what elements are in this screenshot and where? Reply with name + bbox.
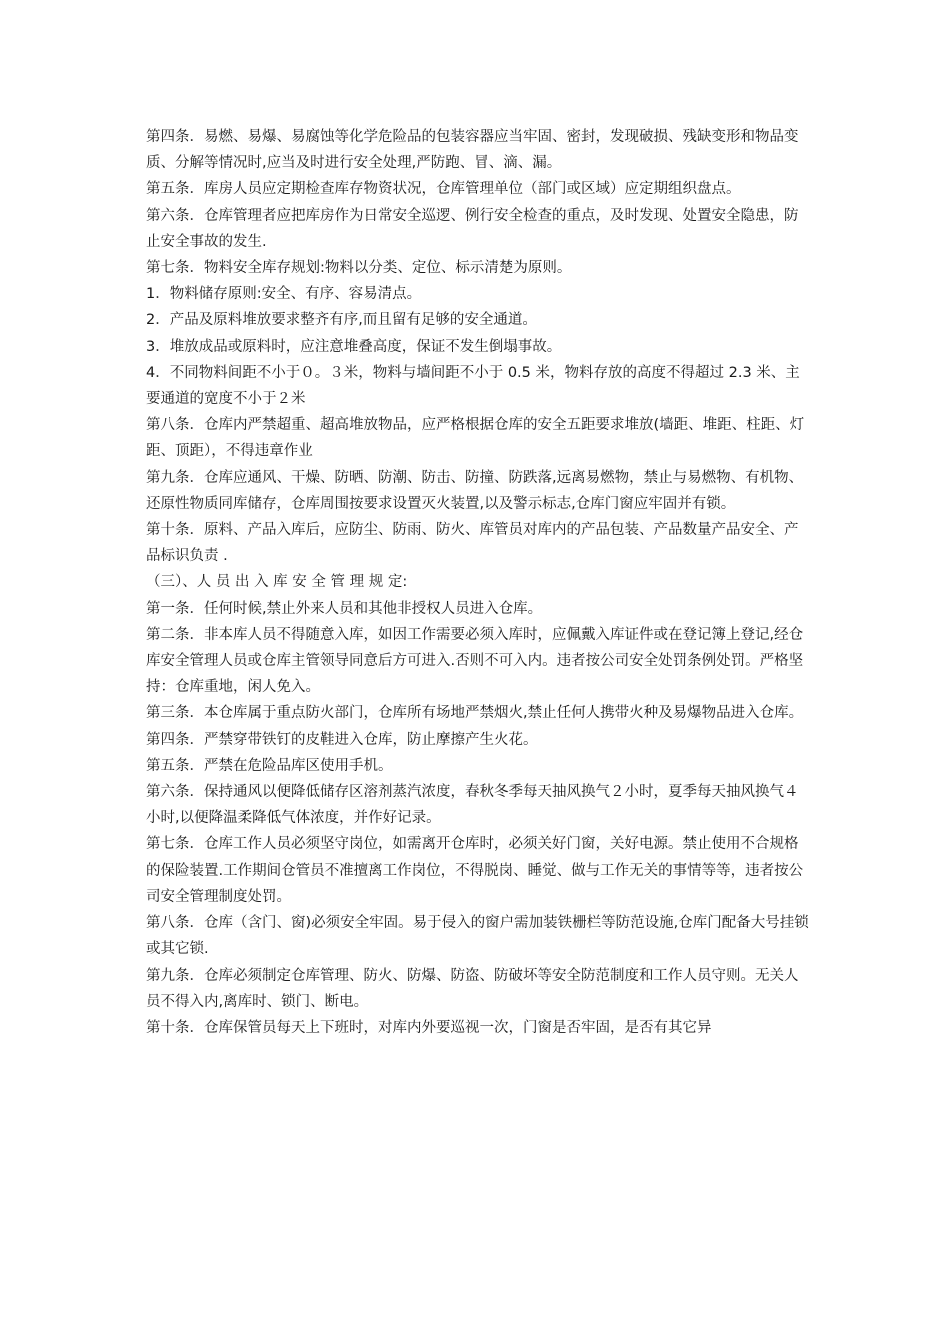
personnel-article-6: 第六条．保持通风以便降低储存区溶剂蒸汽浓度，春秋冬季每天抽风换气２小时，夏季每天抽风换气４小时,以便降温柔降低气体浓度，并作好记录。 bbox=[146, 784, 799, 827]
article-8-overload: 第八条．仓库内严禁超重、超高堆放物品，应严格根据仓库的安全五距要求堆放(墙距、堆距、柱距、灯距、顶距），不得违章作业 bbox=[146, 417, 805, 460]
article-6-patrol: 第六条．仓库管理者应把库房作为日常安全巡逻、例行安全检查的重点，及时发现、处置安全隐患，防止安全事故的发生. bbox=[146, 207, 799, 250]
personnel-article-8: 第八条．仓库（含门、窗)必须安全牢固。易于侵入的窗户需加装铁栅栏等防范设施,仓库门配备大号挂锁或其它锁. bbox=[146, 915, 809, 958]
personnel-article-4: 第四条．严禁穿带铁钉的皮鞋进入仓库，防止摩擦产生火花。 bbox=[146, 731, 538, 748]
document-body bbox=[146, 124, 810, 1041]
personnel-article-3: 第三条．本仓库属于重点防火部门，仓库所有场地严禁烟火,禁止任何人携带火种及易爆物品进入仓库。 bbox=[146, 705, 804, 722]
personnel-article-7: 第七条．仓库工作人员必须坚守岗位，如需离开仓库时，必须关好门窗，关好电源。禁止使用不合规格的保险装置.工作期间仓管员不准擅离工作岗位，不得脱岗、睡觉、做与工作无关的事情等等，违者按公司安全管理制度处罚。 bbox=[146, 836, 804, 905]
section-heading-personnel: （三）、人 员 出 入 库 安 全 管 理 规 定: bbox=[146, 574, 408, 591]
item-2-stacking-order: 2．产品及原料堆放要求整齐有序,而且留有足够的安全通道。 bbox=[146, 312, 537, 329]
personnel-article-10: 第十条．仓库保管员每天上下班时，对库内外要巡视一次，门窗是否牢固，是否有其它异 bbox=[146, 1019, 712, 1036]
personnel-article-1: 第一条．任何时候,禁止外来人员和其他非授权人员进入仓库。 bbox=[146, 600, 543, 617]
article-5-inventory-check: 第五条．库房人员应定期检查库存物资状况，仓库管理单位（部门或区域）应定期组织盘点。 bbox=[146, 181, 741, 198]
item-1-storage-principle: 1．物料储存原则:安全、有序、容易清点。 bbox=[146, 286, 422, 303]
article-10-product-protection: 第十条．原料、产品入库后，应防尘、防雨、防火、库管员对库内的产品包装、产品数量产品安全、产品标识负责 . bbox=[146, 522, 799, 565]
personnel-article-9: 第九条．仓库必须制定仓库管理、防火、防爆、防盗、防破坏等安全防范制度和工作人员守则。无关人员不得入内,离库时、锁门、断电。 bbox=[146, 967, 799, 1010]
article-9-ventilation: 第九条．仓库应通风、干燥、防晒、防潮、防击、防撞、防跌落,远离易燃物，禁止与易燃物、有机物、还原性物质同库储存，仓库周围按要求设置灭火装置,以及警示标志,仓库门窗应牢固并有锁。 bbox=[146, 469, 804, 512]
article-7-storage-planning: 第七条．物料安全库存规划:物料以分类、定位、标示清楚为原则。 bbox=[146, 260, 572, 277]
personnel-article-5: 第五条．严禁在危险品库区使用手机。 bbox=[146, 757, 393, 774]
item-4-spacing: 4．不同物料间距不小于０。３米，物料与墙间距不小于 0.5 米，物料存放的高度不得超过 2.3 米、主要通道的宽度不小于２米 bbox=[146, 364, 800, 408]
item-3-stack-height: 3．堆放成品或原料时，应注意堆叠高度，保证不发生倒塌事故。 bbox=[146, 338, 562, 355]
article-4-hazardous-packaging: 第四条．易燃、易爆、易腐蚀等化学危险品的包装容器应当牢固、密封，发现破损、残缺变形和物品变质、分解等情况时,应当及时进行安全处理,严防跑、冒、滴、漏。 bbox=[146, 129, 799, 172]
personnel-article-2: 第二条．非本库人员不得随意入库，如因工作需要必须入库时，应佩戴入库证件或在登记簿上登记,经仓库安全管理人员或仓库主管领导同意后方可进入.否则不可入内。违者按公司安全处罚条例处罚。严格坚持：仓库重地，闲人免入。 bbox=[146, 626, 804, 696]
